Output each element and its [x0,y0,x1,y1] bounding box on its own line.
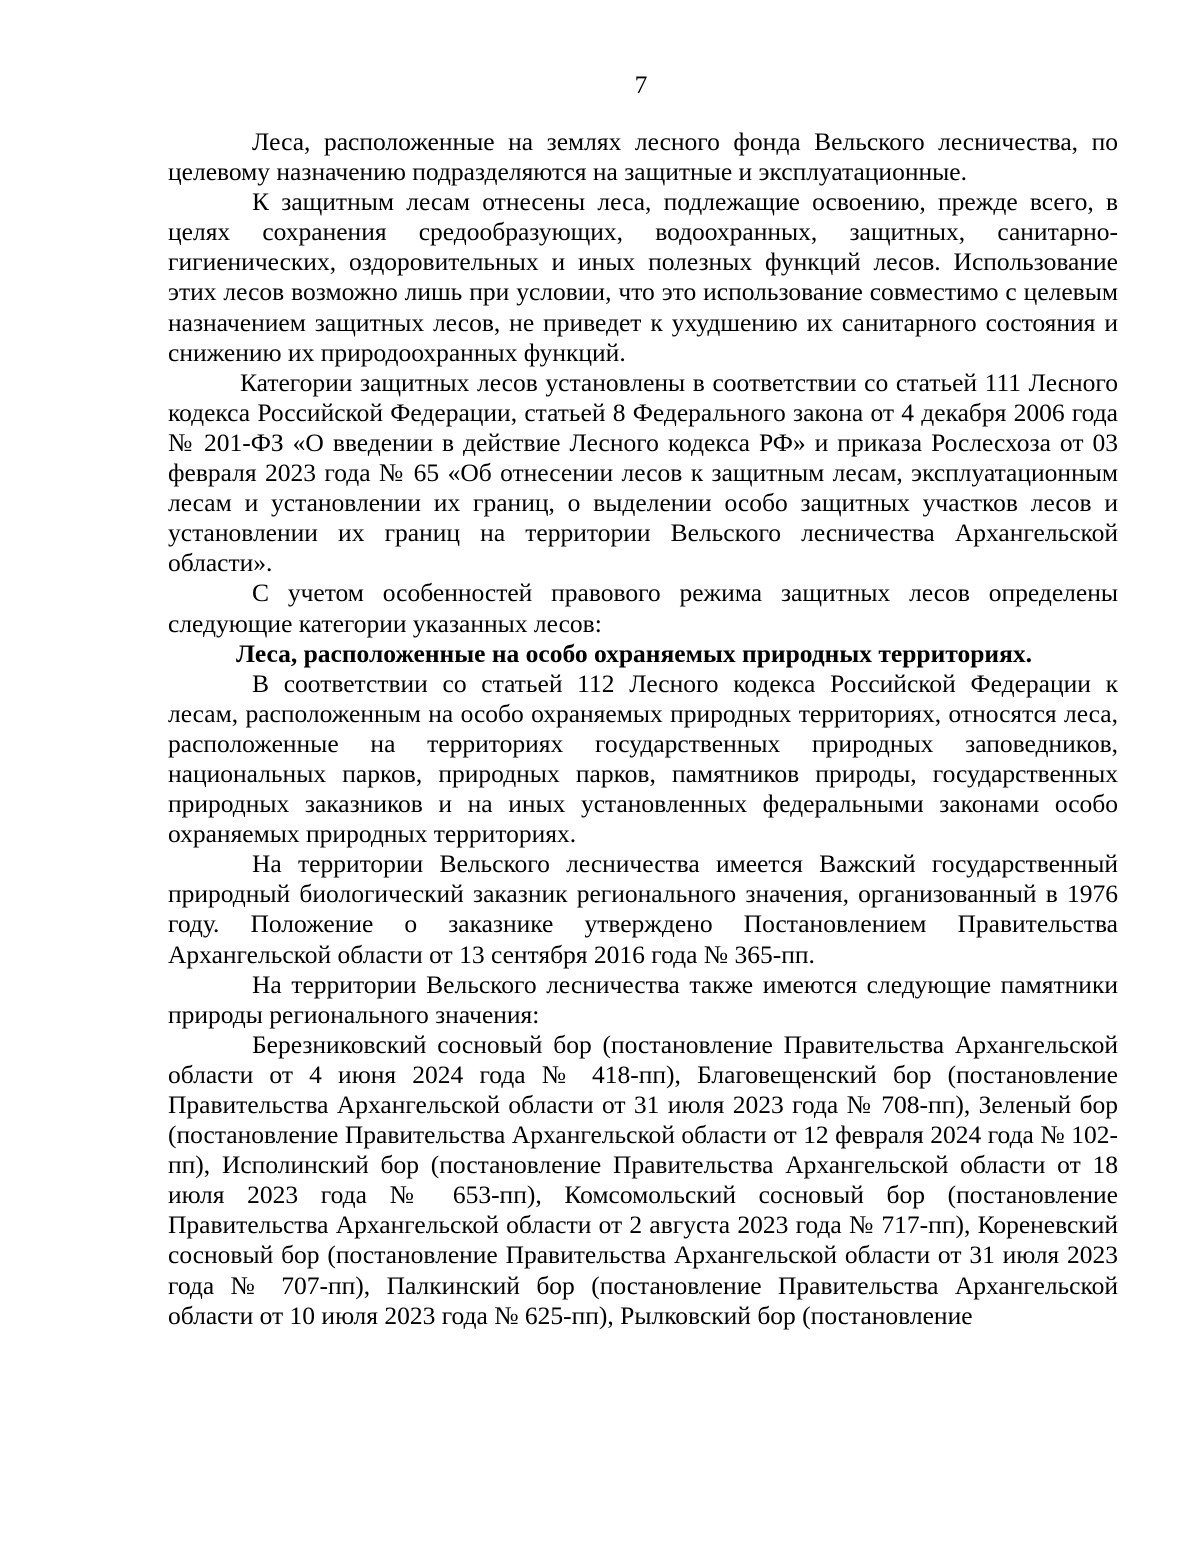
paragraph-nature-monuments-intro: На территории Вельского лесничества также имеются следующие памятники природы регионального значения: [168,969,1118,1029]
paragraph-nature-monuments-list: Березниковский сосновый бор (постановление Правительства Архангельской области от 4 июня 2024 года № 418-пп), Благовещенский бор (постановление Правительства Архангельской области от 31 июля 2023 года № 708-пп), Зеленый бор (постановление Правительства Архангельской области от 12 февраля 2024 года № 102-пп), Исполинский бор (постановление Правительства Архангельской области от 18 июля 2023 года № 653-пп), Комсомольский сосновый бор (постановление Правительства Архангельской области от 2 августа 2023 года № 717-пп), Кореневский сосновый бор (постановление Правительства Архангельской области от 31 июля 2023 года № 707-пп), Палкинский бор (постановление Правительства Архангельской области от 10 июля 2023 года № 625-пп), Рылковский бор (постановление [168,1029,1118,1330]
paragraph-protected-areas-article: В соответствии со статьей 112 Лесного кодекса Российской Федерации к лесам, расположенным на особо охраняемых природных территориях, относятся леса, расположенные на территориях государственных природных заповедников, национальных парков, природных парков, памятников природы, государственных природных заказников и на иных установленных федеральными законами особо охраняемых природных территориях. [168,668,1118,849]
document-body [168,127,1118,1331]
paragraph-protective-forests: К защитным лесам отнесены леса, подлежащие освоению, прежде всего, в целях сохранения средообразующих, водоохранных, защитных, санитарно-гигиенических, оздоровительных и иных полезных функций лесов. Использование этих лесов возможно лишь при условии, что это использование совместимо с целевым назначением защитных лесов, не приведет к ухудшению их санитарного состояния и снижению их природоохранных функций. [168,187,1118,367]
page-number: 7 [634,70,648,99]
paragraph-vazhsky-reserve: На территории Вельского лесничества имеется Важский государственный природный биологический заказник регионального значения, организованный в 1976 году. Положение о заказнике утверждено Постановлением Правительства Архангельской области от 13 сентября 2016 года № 365-пп. [168,849,1118,969]
paragraph-categories-intro: С учетом особенностей правового режима защитных лесов определены следующие категории указанных лесов: [168,578,1118,638]
section-heading: Леса, расположенные на особо охраняемых природных территориях. [236,638,1033,668]
paragraph-forest-purpose: Леса, расположенные на землях лесного фонда Вельского лесничества, по целевому назначению подразделяются на защитные и эксплуатационные. [168,127,1118,187]
paragraph-categories-legal-basis: Категории защитных лесов установлены в соответствии со статьей 111 Лесного кодекса Российской Федерации, статьей 8 Федерального закона от 4 декабря 2006 года № 201-ФЗ «О введении в действие Лесного кодекса РФ» и приказа Рослесхоза от 03 февраля 2023 года № 65 «Об отнесении лесов к защитным лесам, эксплуатационным лесам и установлении их границ, о выделении особо защитных участков лесов и установлении их границ на территории Вельского лесничества Архангельской области». [168,367,1118,578]
